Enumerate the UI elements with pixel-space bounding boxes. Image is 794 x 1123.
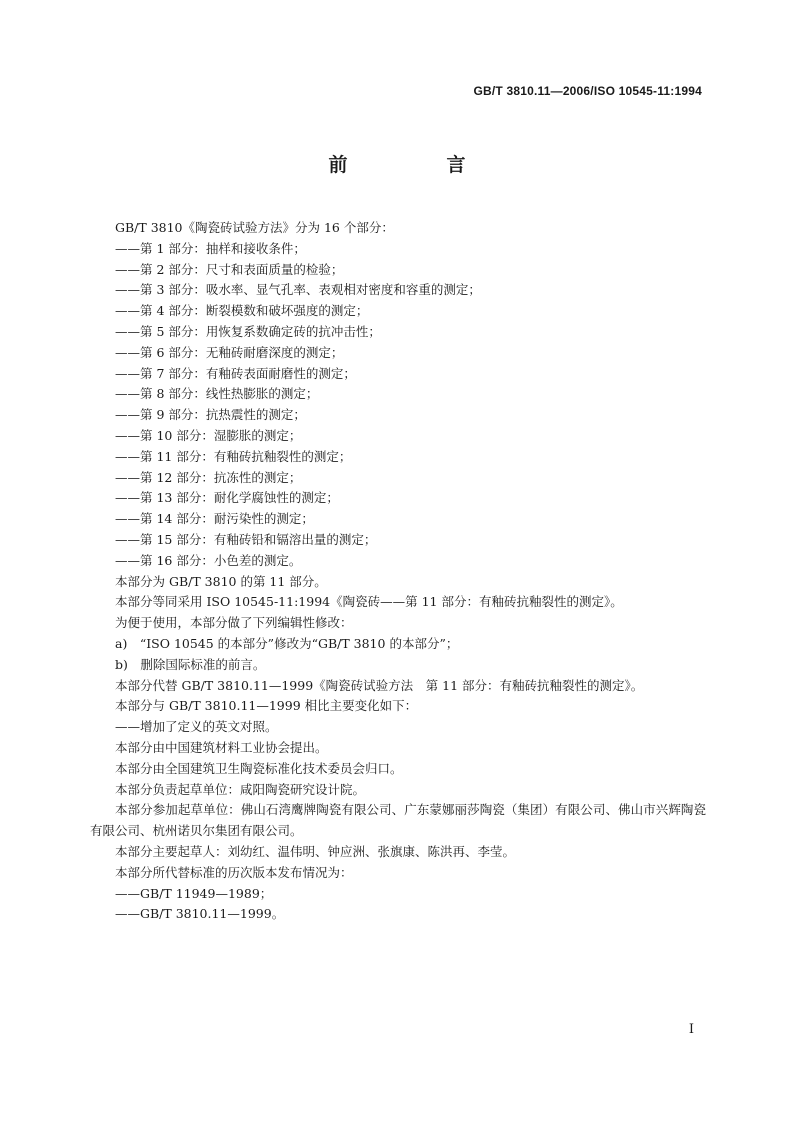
list-item: ——增加了定义的英文对照。 <box>115 719 278 735</box>
list-item: ——第 6 部分：无釉砖耐磨深度的测定； <box>115 344 344 360</box>
list-item: ——GB/T 3810.11—1999。 <box>115 906 285 922</box>
foreword-body <box>90 218 706 925</box>
paragraph: 本部分参加起草单位：佛山石湾鹰牌陶瓷有限公司、广东蒙娜丽莎陶瓷（集团）有限公司、佛山市兴辉陶瓷有限公司、杭州诺贝尔集团有限公司。 <box>90 802 706 839</box>
list-item: ——第 12 部分：抗冻性的测定； <box>115 469 302 485</box>
page-title: 前 言 <box>328 154 506 176</box>
standard-code-header: GB/T 3810.11—2006/ISO 10545-11:1994 <box>473 84 702 98</box>
paragraph: 为便于使用，本部分做了下列编辑性修改： <box>115 615 353 631</box>
paragraph: 本部分主要起草人：刘幼红、温伟明、钟应洲、张旗康、陈洪再、李莹。 <box>115 843 516 859</box>
list-item: ——GB/T 11949—1989； <box>115 885 273 901</box>
paragraph: 本部分等同采用 ISO 10545-11:1994《陶瓷砖——第 11 部分：有釉砖抗釉裂性的测定》。 <box>115 594 623 610</box>
paragraph: 本部分与 GB/T 3810.11—1999 相比主要变化如下： <box>115 698 418 714</box>
paragraph: 本部分代替 GB/T 3810.11—1999《陶瓷砖试验方法 第 11 部分：有釉砖抗釉裂性的测定》。 <box>115 677 644 693</box>
paragraph: 本部分由中国建筑材料工业协会提出。 <box>115 739 328 755</box>
list-item: ——第 3 部分：吸水率、显气孔率、表观相对密度和容重的测定； <box>115 282 481 298</box>
list-item: ——第 8 部分：线性热膨胀的测定； <box>115 386 319 402</box>
list-item: ——第 2 部分：尺寸和表面质量的检验； <box>115 261 344 277</box>
list-item: a) “ISO 10545 的本部分”修改为“GB/T 3810 的本部分”； <box>115 635 459 651</box>
list-item: ——第 15 部分：有釉砖铅和镉溶出量的测定； <box>115 531 377 547</box>
list-item: b) 删除国际标准的前言。 <box>115 656 266 672</box>
list-item: ——第 4 部分：断裂模数和破坏强度的测定； <box>115 303 369 319</box>
list-item: ——第 7 部分：有釉砖表面耐磨性的测定； <box>115 365 356 381</box>
list-item: ——第 13 部分：耐化学腐蚀性的测定； <box>115 490 339 506</box>
list-item: ——第 16 部分：小色差的测定。 <box>115 552 302 568</box>
paragraph: 本部分负责起草单位：咸阳陶瓷研究设计院。 <box>115 781 366 797</box>
page-number: I <box>688 1022 694 1037</box>
paragraph: 本部分由全国建筑卫生陶瓷标准化技术委员会归口。 <box>115 760 403 776</box>
paragraph: 本部分所代替标准的历次版本发布情况为： <box>115 864 353 880</box>
list-item: ——第 9 部分：抗热震性的测定； <box>115 407 306 423</box>
paragraph: GB/T 3810《陶瓷砖试验方法》分为 16 个部分： <box>115 220 394 235</box>
list-item: ——第 14 部分：耐污染性的测定； <box>115 511 314 527</box>
paragraph: 本部分为 GB/T 3810 的第 11 部分。 <box>115 573 327 589</box>
list-item: ——第 11 部分：有釉砖抗釉裂性的测定； <box>115 448 352 464</box>
list-item: ——第 5 部分：用恢复系数确定砖的抗冲击性； <box>115 323 381 339</box>
list-item: ——第 1 部分：抽样和接收条件； <box>115 240 306 256</box>
list-item: ——第 10 部分：湿膨胀的测定； <box>115 427 302 443</box>
